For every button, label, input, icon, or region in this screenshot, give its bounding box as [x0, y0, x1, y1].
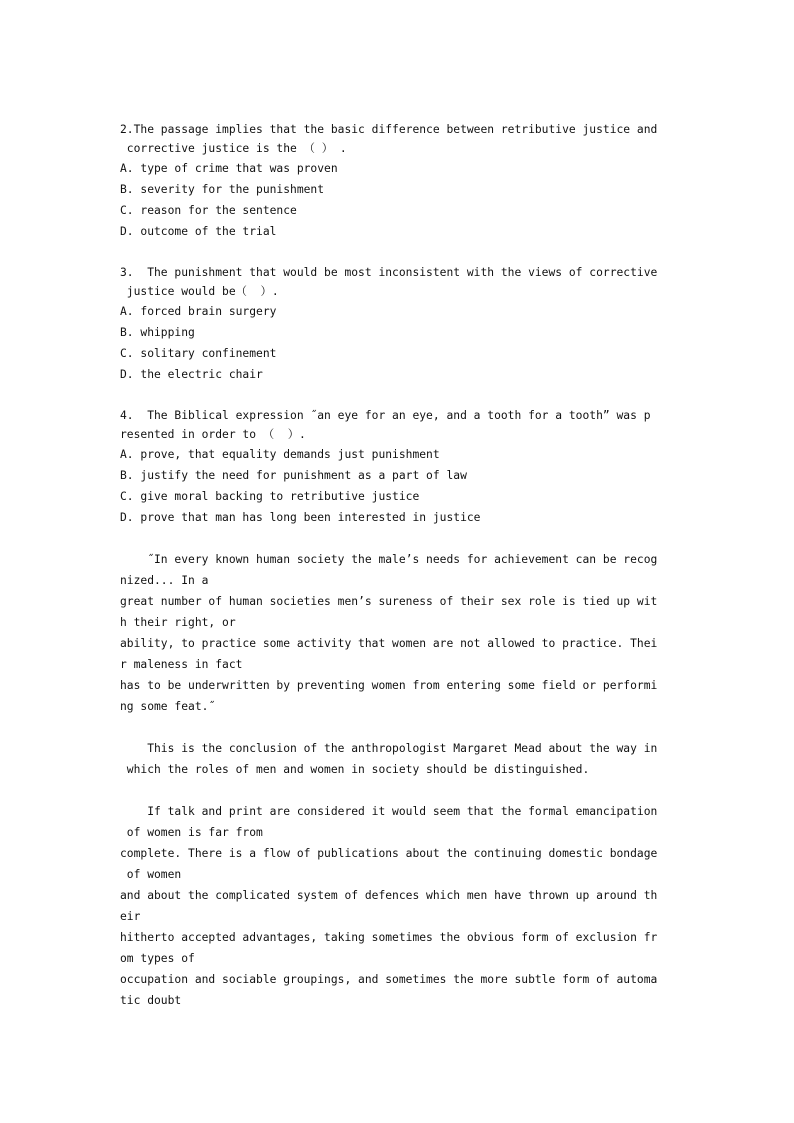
question-2 — [120, 120, 676, 242]
question-stem-line: 3. The punishment that would be most inconsistent with the views of corrective — [120, 266, 658, 279]
answer-option: C. reason for the sentence — [120, 204, 297, 217]
passage-line: om types of — [120, 952, 195, 965]
passage-line: ng some feat.˝ — [120, 700, 216, 713]
passage-line: ability, to practice some activity that women are not allowed to practice. Thei — [120, 637, 658, 650]
answer-option: B. whipping — [120, 326, 195, 339]
answer-option: D. the electric chair — [120, 368, 263, 381]
passage-paragraph-1 — [120, 549, 676, 717]
passage-line: which the roles of men and women in society should be distinguished. — [120, 763, 590, 776]
spacer — [120, 717, 676, 738]
spacer — [120, 780, 676, 801]
passage-line: has to be underwritten by preventing women from entering some field or performi — [120, 679, 658, 692]
answer-option: B. severity for the punishment — [120, 183, 325, 196]
answer-option: D. outcome of the trial — [120, 225, 277, 238]
passage-line: ˝In every known human society the male’s needs for achievement can be recog — [120, 553, 658, 566]
passage-line: This is the conclusion of the anthropologist Margaret Mead about the way in — [120, 742, 658, 755]
question-stem-line: corrective justice is the （ ） . — [120, 142, 347, 155]
spacer — [120, 385, 676, 406]
passage-line: h their right, or — [120, 616, 236, 629]
passage-paragraph-2 — [120, 738, 676, 780]
spacer — [120, 242, 676, 263]
question-3 — [120, 263, 676, 385]
passage-line: of women — [120, 868, 182, 881]
question-stem-line: 2.The passage implies that the basic difference between retributive justice and — [120, 123, 658, 136]
document-page — [120, 120, 676, 1011]
passage-line: great number of human societies men’s sureness of their sex role is tied up wit — [120, 595, 658, 608]
passage-line: eir — [120, 910, 141, 923]
passage-line: tic doubt — [120, 994, 182, 1007]
answer-option: B. justify the need for punishment as a part of law — [120, 469, 467, 482]
passage-line: and about the complicated system of defences which men have thrown up around th — [120, 889, 658, 902]
answer-option: A. prove, that equality demands just punishment — [120, 448, 440, 461]
question-stem-line: 4. The Biblical expression ˝an eye for an eye, and a tooth for a tooth” was p — [120, 409, 651, 422]
passage-paragraph-3 — [120, 801, 676, 1011]
spacer — [120, 528, 676, 549]
answer-option: C. solitary confinement — [120, 347, 277, 360]
passage-line: of women is far from — [120, 826, 263, 839]
answer-option: C. give moral backing to retributive justice — [120, 490, 420, 503]
passage-line: hitherto accepted advantages, taking sometimes the obvious form of exclusion fr — [120, 931, 658, 944]
answer-option: D. prove that man has long been interested in justice — [120, 511, 481, 524]
question-4 — [120, 406, 676, 528]
passage-line: complete. There is a flow of publications about the continuing domestic bondage — [120, 847, 658, 860]
answer-option: A. type of crime that was proven — [120, 162, 338, 175]
passage-line: r maleness in fact — [120, 658, 243, 671]
passage-line: occupation and sociable groupings, and sometimes the more subtle form of automa — [120, 973, 658, 986]
question-stem-line: justice would be（ ）. — [120, 285, 279, 298]
question-stem-line: resented in order to （ ）. — [120, 428, 306, 441]
passage-line: nized... In a — [120, 574, 209, 587]
answer-option: A. forced brain surgery — [120, 305, 277, 318]
passage-line: If talk and print are considered it would seem that the formal emancipation — [120, 805, 658, 818]
